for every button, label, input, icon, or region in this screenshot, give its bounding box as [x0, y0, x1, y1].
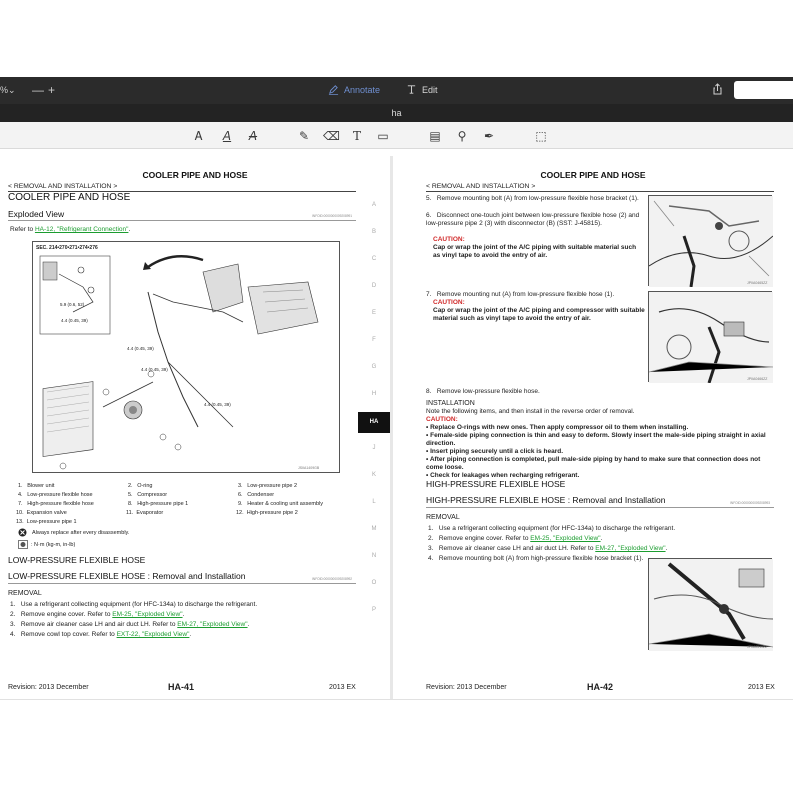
legend-item: 11. Evaporator: [126, 510, 164, 516]
stamp-icon[interactable]: ⚲: [457, 129, 467, 143]
index-letter[interactable]: N: [371, 553, 377, 559]
caution-label: CAUTION:: [426, 416, 458, 423]
step: 8. Remove low-pressure flexible hose.: [426, 388, 540, 395]
index-letter[interactable]: F: [372, 337, 376, 343]
figure-code: JPIIA0466ZZ: [747, 377, 768, 381]
footer-page-number: HA-42: [587, 682, 614, 692]
figure-code: JPIIA0511ZZ: [747, 645, 768, 649]
install-caution-item: • Female-side piping connection is thin and easy to deform. Slowly insert the male-side piping straight in axial direction.: [426, 432, 766, 447]
figure-step7: [648, 291, 772, 382]
torque-label: 5.9 (0.6, 52): [60, 302, 85, 307]
step: 1. Use a refrigerant collecting equipment (for HFC-134a) to discharge the refrigerant.: [428, 525, 676, 532]
footer-page-number: HA-41: [168, 682, 195, 692]
step: 2. Remove engine cover. Refer to EM-25, "Exploded View".: [428, 535, 603, 542]
removal-heading: REMOVAL: [426, 514, 460, 521]
torque-icon: [18, 540, 28, 549]
note-torque: : N·m (kg-m, in-lb): [31, 542, 76, 548]
figure-step6: [648, 195, 772, 286]
figure-code: JSIIA1409GB: [298, 466, 320, 470]
index-letter[interactable]: J: [372, 445, 376, 451]
figure-hp-step4: [648, 558, 772, 650]
engine-photo-illustration: [649, 559, 773, 651]
exploded-view-heading: Exploded View: [8, 209, 65, 219]
edit-button[interactable]: [406, 84, 438, 95]
breadcrumb: < REMOVAL AND INSTALLATION >: [8, 183, 118, 190]
step: 5. Remove mounting bolt (A) from low-pressure flexible hose bracket (1).: [426, 195, 639, 202]
legend-item: 12. High-pressure pipe 2: [236, 510, 298, 516]
divider: [426, 191, 774, 192]
footer-revision: Revision: 2013 December: [426, 684, 507, 691]
page-header: COOLER PIPE AND HOSE: [142, 170, 248, 180]
refer-prefix: Refer to: [10, 226, 35, 233]
sec-label: SEC. 214•270•271•274•276: [36, 245, 98, 251]
step: 1. Use a refrigerant collecting equipment (for HFC-134a) to discharge the refrigerant.: [10, 601, 258, 608]
note-replace: Always replace after every disassembly.: [32, 530, 130, 536]
refer-suffix: .: [128, 226, 131, 233]
legend-item: 9. Heater & cooling unit assembly: [238, 501, 324, 507]
step: 4. Remove cowl top cover. Refer to EXT-22, "Exploded View".: [10, 631, 192, 638]
step-link[interactable]: EM-27, "Exploded View": [595, 545, 666, 552]
eraser-icon[interactable]: ⌫: [323, 129, 340, 143]
caution-label: CAUTION:: [433, 299, 465, 306]
exploded-view-figure: [32, 241, 340, 473]
search-input[interactable]: [734, 81, 793, 99]
lp-hose-subtitle: LOW-PRESSURE FLEXIBLE HOSE : Removal and Installation: [8, 571, 246, 581]
step: 6. Disconnect one-touch joint between low-pressure flexible hose (2) and low-pressure pipe 2 (3) with disconnector (B) (SST: J-45815).: [426, 212, 640, 227]
footer-model: 2013 EX: [748, 684, 775, 691]
index-letter[interactable]: L: [372, 499, 376, 505]
legend-item: 5. Compressor: [128, 492, 168, 498]
hp-hose-subtitle: HIGH-PRESSURE FLEXIBLE HOSE : Removal and Installation: [426, 495, 666, 505]
hp-hose-title: HIGH-PRESSURE FLEXIBLE HOSE: [426, 479, 566, 489]
legend-item: 7. High-pressure flexible hose: [18, 501, 94, 507]
page-ha-41: [0, 156, 390, 699]
share-icon[interactable]: [712, 83, 723, 95]
index-letter-active[interactable]: HA: [358, 412, 390, 433]
index-letter[interactable]: D: [371, 283, 377, 289]
step-link[interactable]: EM-27, "Exploded View": [177, 621, 248, 628]
step: 3. Remove air cleaner case LH and air duct LH. Refer to EM-27, "Exploded View".: [10, 621, 250, 628]
info-code: INFOID:0000000009208992: [312, 577, 353, 581]
install-caution-item: • Replace O-rings with new ones. Then apply compressor oil to them when installing.: [426, 424, 689, 431]
legend-item: 13. Low-pressure pipe 1: [16, 519, 77, 525]
index-letter[interactable]: H: [371, 391, 377, 397]
torque-label: 4.4 (0.45, 39): [141, 367, 168, 372]
zoom-level[interactable]: %: [0, 85, 9, 95]
refer-link[interactable]: HA-12, "Refrigerant Connection": [34, 226, 129, 233]
legend-item: 6. Condenser: [238, 492, 275, 498]
document-title: ha: [0, 104, 793, 122]
index-letter[interactable]: O: [371, 580, 377, 586]
caution-label: CAUTION:: [433, 236, 465, 243]
index-letter[interactable]: M: [371, 526, 377, 532]
text-style-icon[interactable]: Ꭺ: [194, 129, 204, 143]
index-letter[interactable]: C: [371, 256, 377, 262]
zoom-in-button[interactable]: +: [48, 83, 56, 97]
index-letter[interactable]: K: [371, 472, 376, 478]
strikethrough-a-icon[interactable]: A: [248, 129, 258, 143]
page-ha-42: [393, 156, 793, 699]
install-caution-item: • After piping connection is completed, pull male-side piping by hand to make sure that connection does not come loose.: [426, 456, 761, 471]
divider: [8, 220, 356, 221]
pen-icon: [328, 84, 339, 95]
torque-label: 4.4 (0.45, 39): [61, 318, 88, 323]
caution-text: Cap or wrap the joint of the A/C piping with suitable material such as vinyl tape to avoid the entry of air.: [433, 244, 637, 259]
zoom-out-button[interactable]: —: [32, 83, 44, 97]
viewer-background: [0, 699, 793, 793]
install-caution-item: • Insert piping securely until a click is heard.: [426, 448, 564, 455]
footer-revision: Revision: 2013 December: [8, 684, 89, 691]
index-letter[interactable]: B: [371, 229, 376, 235]
text-box-icon[interactable]: T: [352, 129, 361, 143]
info-code: INFOID:0000000009208993: [730, 501, 771, 505]
index-letter[interactable]: A: [371, 202, 376, 208]
page-header: COOLER PIPE AND HOSE: [540, 170, 646, 180]
section-index: [358, 156, 390, 699]
zoom-dropdown-icon[interactable]: ⌄: [8, 85, 16, 95]
selection-icon[interactable]: ⬚: [535, 129, 547, 143]
installation-heading: INSTALLATION: [426, 400, 475, 407]
figure-code: JPIIA0465ZZ: [747, 281, 768, 285]
engine-photo-illustration: [649, 292, 773, 383]
step: 3. Remove air cleaner case LH and air duct LH. Refer to EM-27, "Exploded View".: [428, 545, 668, 552]
footer-model: 2013 EX: [329, 684, 356, 691]
engine-photo-illustration: [649, 196, 773, 287]
legend-item: 4. Low-pressure flexible hose: [18, 492, 93, 498]
step: 7. Remove mounting nut (A) from low-pressure flexible hose (1).: [426, 291, 615, 298]
markup-toolbar: [0, 122, 793, 149]
install-note: Note the following items, and then install in the reverse order of removal.: [426, 408, 635, 415]
divider: [8, 583, 356, 584]
install-caution-item: • Check for leakages when recharging refrigerant.: [426, 472, 580, 479]
refer-line: [10, 226, 130, 234]
underline-a-icon[interactable]: A: [222, 129, 232, 143]
lp-hose-title: LOW-PRESSURE FLEXIBLE HOSE: [8, 555, 146, 565]
replace-icon: [18, 528, 27, 537]
step: 2. Remove engine cover. Refer to EM-25, "Exploded View".: [10, 611, 185, 618]
legend-item: 8. High-pressure pipe 1: [128, 501, 189, 507]
index-letter[interactable]: E: [371, 310, 376, 316]
section-title: COOLER PIPE AND HOSE: [8, 192, 131, 203]
pen-nib-icon[interactable]: ✒: [483, 129, 495, 143]
info-code: INFOID:0000000009208991: [312, 214, 353, 218]
step-link[interactable]: EM-25, "Exploded View": [112, 611, 183, 618]
index-letter[interactable]: G: [371, 364, 377, 370]
text-cursor-icon: [406, 84, 417, 95]
comment-icon[interactable]: ▤: [429, 129, 441, 143]
torque-label: 4.4 (0.45, 39): [127, 346, 154, 351]
step: 4. Remove mounting bolt (A) from high-pressure flexible hose bracket (1).: [428, 555, 644, 562]
edit-label: Edit: [422, 84, 438, 95]
torque-label: 4.4 (0.45, 39): [204, 402, 231, 407]
legend-item: 1. Blower unit: [18, 483, 55, 489]
annotate-label: Annotate: [344, 84, 381, 95]
pencil-icon[interactable]: ✎: [298, 129, 310, 143]
breadcrumb: < REMOVAL AND INSTALLATION >: [426, 183, 536, 190]
step-link[interactable]: EXT-22, "Exploded View": [116, 631, 190, 638]
legend-item: 3. Low-pressure pipe 2: [238, 483, 298, 489]
index-letter[interactable]: P: [371, 607, 376, 613]
exploded-diagram: [33, 242, 341, 474]
annotate-button[interactable]: [328, 84, 380, 95]
legend-item: 2. O-ring: [128, 483, 153, 489]
step-link[interactable]: EM-25, "Exploded View": [530, 535, 601, 542]
divider: [426, 507, 774, 508]
removal-heading: REMOVAL: [8, 590, 42, 597]
top-toolbar: [0, 77, 793, 104]
legend-item: 10. Expansion valve: [16, 510, 67, 516]
marker-icon[interactable]: ▭: [377, 129, 389, 143]
caution-text: Cap or wrap the joint of the A/C piping and compressor with suitable material such as vinyl tape to avoid the entry of air.: [433, 307, 645, 322]
